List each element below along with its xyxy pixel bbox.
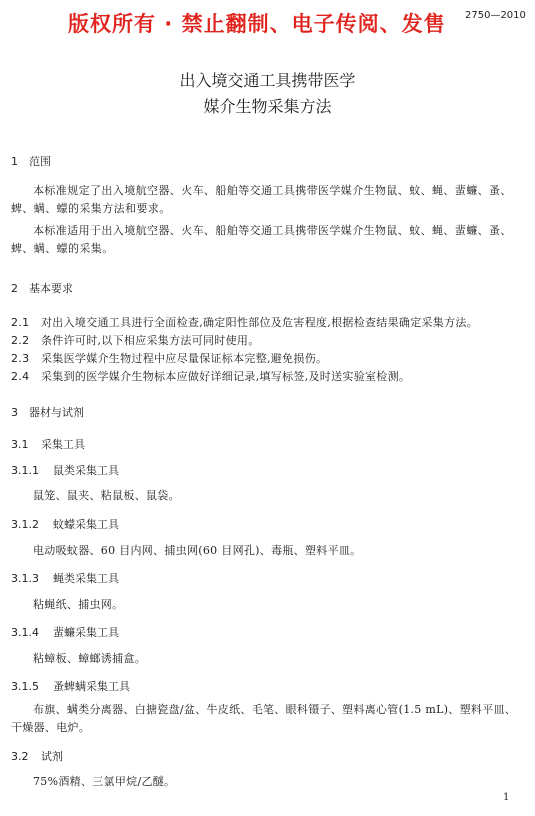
tool-list-text: 布旗、螨类分离器、白搪瓷盘/盆、牛皮纸、毛笔、眼科镊子、塑料离心管(1.5 mL)、塑料平皿、干燥器、电炉。 [11,703,517,734]
tool-list-text: 粘蟑板、蟑螂诱捕盒。 [33,652,146,665]
item-text: 采集到的医学媒介生物标本应做好详细记录,填写标签,及时送实验室检测。 [41,370,411,383]
document-title-line1: 出入境交通工具携带医学 [179,71,356,90]
scope-paragraph-2: 本标准适用于出入境航空器、火车、船舶等交通工具携带医学媒介生物鼠、蚊、蝇、蜚蠊、蚤、蜱、螨、蠓的采集。 [11,224,512,255]
page-number: 1 [503,792,510,803]
item-text: 采集医学媒介生物过程中应尽量保证标本完整,避免损伤。 [41,352,328,365]
subsection-title: 鼠类采集工具 [53,464,119,477]
subsection-number: 3.1.1 [11,464,39,477]
section-title: 范围 [29,155,51,168]
subsection-3-1-5-heading [11,678,130,694]
subsection-number: 3.1 [11,438,29,451]
subsection-title: 试剂 [41,750,63,763]
section-title: 基本要求 [29,282,73,295]
section-2-heading [11,280,73,296]
item-number: 2.3 [11,352,30,365]
subsection-number: 3.2 [11,750,29,763]
section-number: 3 [11,406,18,419]
scope-paragraph-1: 本标准规定了出入境航空器、火车、船舶等交通工具携带医学媒介生物鼠、蚊、蝇、蜚蠊、蚤、蜱、螨、蠓的采集方法和要求。 [11,184,512,215]
subsection-title: 蚤蜱螨采集工具 [53,680,130,693]
section-number: 1 [11,155,18,168]
item-text: 对出入境交通工具进行全面检查,确定阳性部位及危害程度,根据检查结果确定采集方法。 [41,316,478,329]
document-title-line2: 媒介生物采集方法 [203,97,332,116]
requirement-item [11,314,478,330]
subsection-3-2-heading [11,748,63,764]
subsection-number: 3.1.5 [11,680,39,693]
tool-list-text: 电动吸蚊器、60 目内网、捕虫网(60 目网孔)、毒瓶、塑料平皿。 [33,544,362,557]
section-1-heading [11,153,51,169]
section-number: 2 [11,282,18,295]
subsection-title: 蚊蠓采集工具 [53,518,119,531]
requirement-item [11,350,327,366]
requirement-item [11,368,410,384]
subsection-title: 蝇类采集工具 [53,572,119,585]
subsection-number: 3.1.2 [11,518,39,531]
item-number: 2.2 [11,334,30,347]
tool-list-text: 鼠笼、鼠夹、粘鼠板、鼠袋。 [33,489,180,502]
subsection-title: 蜚蠊采集工具 [53,626,119,639]
subsection-3-1-3-heading [11,570,119,586]
subsection-number: 3.1.3 [11,572,39,585]
subsection-3-1-2-heading [11,516,119,532]
section-3-heading [11,404,84,420]
item-number: 2.1 [11,316,30,329]
section-title: 器材与试剂 [29,406,84,419]
requirement-item [11,332,260,348]
copyright-watermark: 版权所有 · 禁止翻制、电子传阅、发售 [68,12,446,36]
item-text: 条件许可时,以下相应采集方法可同时使用。 [41,334,260,347]
standard-code: 2750—2010 [465,10,526,21]
subsection-3-1-heading [11,436,85,452]
reagent-list-text: 75%酒精、三氯甲烷/乙醚。 [33,775,176,788]
item-number: 2.4 [11,370,30,383]
subsection-3-1-4-heading [11,624,119,640]
tool-list-text: 粘蝇纸、捕虫网。 [33,598,124,611]
subsection-number: 3.1.4 [11,626,39,639]
subsection-3-1-1-heading [11,462,119,478]
subsection-title: 采集工具 [41,438,85,451]
